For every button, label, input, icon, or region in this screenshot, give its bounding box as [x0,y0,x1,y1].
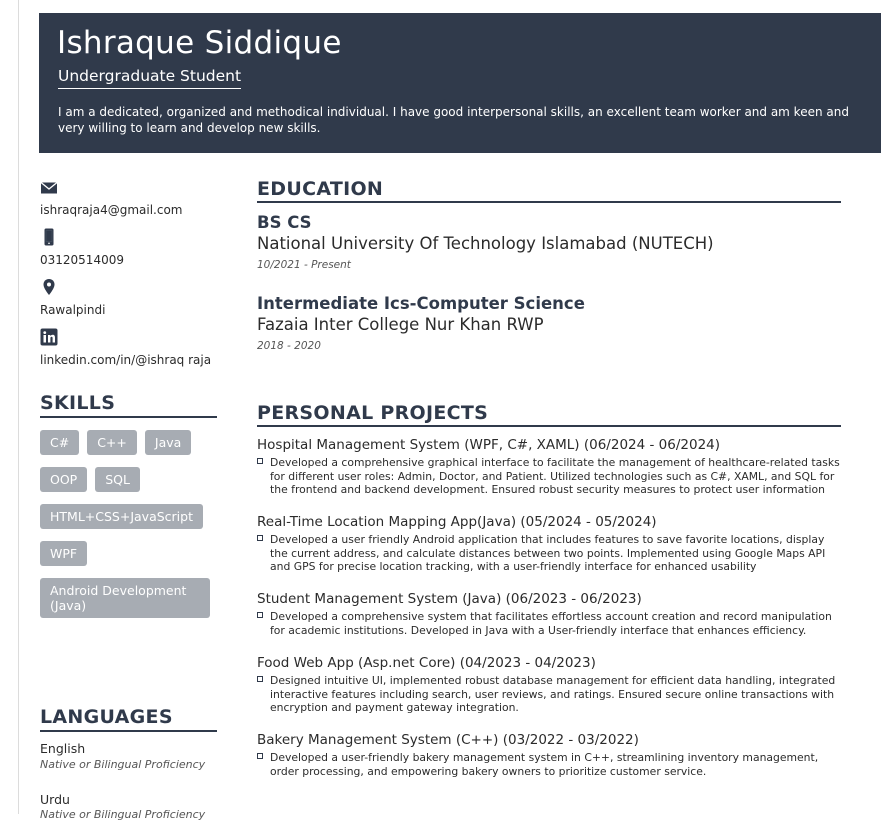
education-degree: BS CS [257,213,312,232]
skill-tag: WPF [40,541,87,566]
square-bullet-icon [257,458,263,464]
skill-row [40,504,220,529]
phone-icon [40,228,58,246]
skills-section-title: SKILLS [40,392,217,418]
projects-section-title: PERSONAL PROJECTS [257,402,841,427]
envelope-icon [40,179,58,197]
project-description-text: Developed a comprehensive graphical interface to facilitate the management of healthcare-related tasks for different user roles: Admin, Doctor, and Patient. Utilized technologies such as C#, XAML, and SQL for the frontend and backend development. Ensured robust security measures to protect user information [270,456,840,496]
resume-header [39,13,881,153]
skill-row [40,430,220,455]
education-school: Fazaia Inter College Nur Khan RWP [257,315,544,334]
contact-email[interactable]: ishraqraja4@gmail.com [40,203,183,217]
project-description-text: Designed intuitive UI, implemented robust database management for efficient data handling, integrated interactive features including search, user reviews, and ratings. Ensured secure online transactions with encryption and payment gateway integration. [270,674,836,714]
project-title: Bakery Management System (C++) (03/2022 - 03/2022) [257,732,639,748]
project-description [257,533,841,574]
education-date: 10/2021 - Present [257,259,351,271]
project-description-text: Developed a user-friendly bakery management system in C++, streamlining inventory management, order processing, and empowering bakery owners to prioritize customer service. [270,751,819,778]
project-description-text: Developed a user friendly Android application that includes features to save favorite locations, display the current address, and calculate distances between two points. Implemented using Google Maps API and GPS for precise location tracking, with a user-friendly interface for enhanced usability [270,533,826,573]
project-title: Student Management System (Java) (06/2023 - 06/2023) [257,591,642,607]
education-degree: Intermediate Ics-Computer Science [257,294,585,313]
project-description [257,610,841,637]
contact-linkedin[interactable]: linkedin.com/in/@ishraq raja [40,353,212,367]
skill-tag: C++ [87,430,137,455]
languages-section-title: LANGUAGES [40,706,217,732]
skill-tag: OOP [40,467,87,492]
square-bullet-icon [257,535,263,541]
project-description [257,674,841,715]
candidate-summary: I am a dedicated, organized and methodical individual. I have good interpersonal skills, an excellent team worker and am keen and very willing to learn and develop new skills. [58,105,849,135]
skill-row [40,578,220,618]
language-name: Urdu [40,792,70,807]
project-title: Real-Time Location Mapping App(Java) (05/2024 - 05/2024) [257,514,657,530]
project-item [257,655,841,715]
education-school: National University Of Technology Islamabad (NUTECH) [257,234,714,253]
project-item [257,591,841,637]
candidate-subtitle: Undergraduate Student [58,67,241,89]
skill-row [40,541,220,566]
page-left-border [18,0,19,814]
skill-tag: SQL [95,467,140,492]
skill-tag: HTML+CSS+JavaScript [40,504,203,529]
project-title: Food Web App (Asp.net Core) (04/2023 - 04/2023) [257,655,596,671]
language-level: Native or Bilingual Proficiency [40,758,206,771]
contact-phone: 03120514009 [40,253,124,267]
project-item [257,437,841,497]
skill-tag: Android Development (Java) [40,578,210,618]
project-description [257,456,841,497]
linkedin-icon [40,328,58,346]
square-bullet-icon [257,676,263,682]
project-description [257,751,841,778]
square-bullet-icon [257,753,263,759]
square-bullet-icon [257,612,263,618]
project-title: Hospital Management System (WPF, C#, XAML) (06/2024 - 06/2024) [257,437,721,453]
contact-location: Rawalpindi [40,303,106,317]
skill-row [40,467,220,492]
project-item [257,514,841,574]
education-section-title: EDUCATION [257,178,841,203]
map-pin-icon [40,278,58,296]
education-date: 2018 - 2020 [257,340,321,352]
skills-list [40,430,220,630]
language-name: English [40,741,86,756]
project-description-text: Developed a comprehensive system that facilitates effortless account creation and record manipulation for academic institutions. Developed in Java with a User-friendly interface that enhances efficiency. [270,610,832,637]
language-level: Native or Bilingual Proficiency [40,808,206,821]
skill-tag: C# [40,430,79,455]
project-item [257,732,841,778]
skill-tag: Java [145,430,191,455]
candidate-name: Ishraque Siddique [57,25,342,61]
